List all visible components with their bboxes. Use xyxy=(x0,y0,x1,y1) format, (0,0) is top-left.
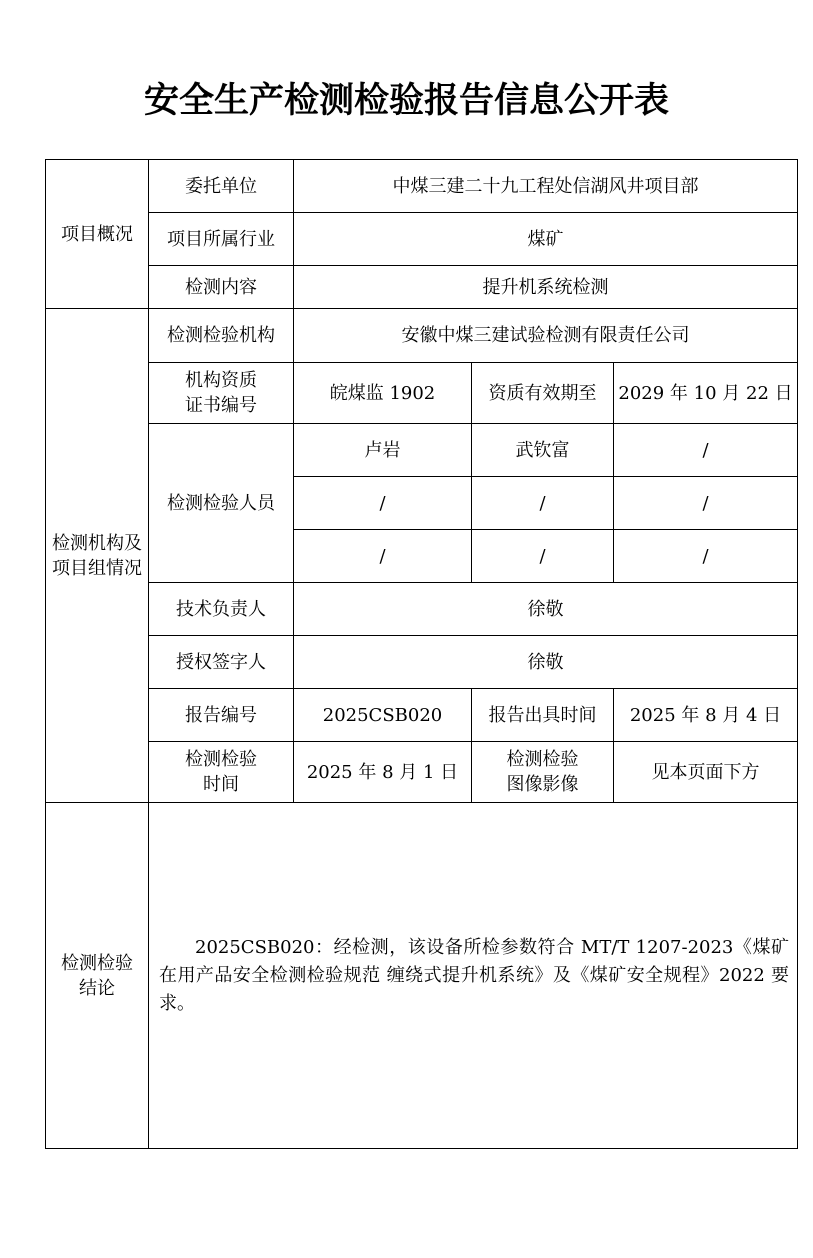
table-row xyxy=(46,363,798,424)
personnel-cell: / xyxy=(472,530,614,583)
info-table xyxy=(45,159,798,1149)
personnel-label: 检测检验人员 xyxy=(149,424,294,583)
table-row xyxy=(46,266,798,309)
institution-label: 检测检验机构 xyxy=(149,309,294,363)
table-row xyxy=(46,803,798,1149)
test-time-label: 检测检验时间 xyxy=(149,742,294,803)
client-value: 中煤三建二十九工程处信湖风井项目部 xyxy=(294,160,798,213)
section-conclusion-label: 检测检验结论 xyxy=(46,803,149,1149)
table-row xyxy=(46,742,798,803)
table-row xyxy=(46,309,798,363)
section-organization-label: 检测机构及项目组情况 xyxy=(46,309,149,803)
test-time-value: 2025 年 8 月 1 日 xyxy=(294,742,472,803)
report-no-label: 报告编号 xyxy=(149,689,294,742)
validity-label: 资质有效期至 xyxy=(472,363,614,424)
personnel-cell: / xyxy=(472,477,614,530)
personnel-cell: / xyxy=(614,530,798,583)
table-row xyxy=(46,160,798,213)
table-row xyxy=(46,689,798,742)
conclusion-cell xyxy=(149,803,798,1149)
personnel-cell: / xyxy=(294,477,472,530)
page-title: 安全生产检测检验报告信息公开表 xyxy=(143,81,669,121)
table-row xyxy=(46,583,798,636)
content-label: 检测内容 xyxy=(149,266,294,309)
report-no-value: 2025CSB020 xyxy=(294,689,472,742)
issue-date-label: 报告出具时间 xyxy=(472,689,614,742)
personnel-cell: / xyxy=(294,530,472,583)
issue-date-value: 2025 年 8 月 4 日 xyxy=(614,689,798,742)
personnel-cell: / xyxy=(614,477,798,530)
institution-value: 安徽中煤三建试验检测有限责任公司 xyxy=(294,309,798,363)
cert-label: 机构资质证书编号 xyxy=(149,363,294,424)
industry-label: 项目所属行业 xyxy=(149,213,294,266)
cert-value: 皖煤监 1902 xyxy=(294,363,472,424)
table-row xyxy=(46,424,798,477)
signatory-label: 授权签字人 xyxy=(149,636,294,689)
table-row xyxy=(46,636,798,689)
image-value: 见本页面下方 xyxy=(614,742,798,803)
validity-value: 2029 年 10 月 22 日 xyxy=(614,363,798,424)
table-row xyxy=(46,213,798,266)
personnel-cell: / xyxy=(614,424,798,477)
tech-lead-label: 技术负责人 xyxy=(149,583,294,636)
conclusion-text: 2025CSB020：经检测，该设备所检参数符合 MT/T 1207-2023《煤矿在用产品安全检测检验规范 缠绕式提升机系统》及《煤矿安全规程》2022 要求。 xyxy=(159,936,790,1014)
signatory-value: 徐敬 xyxy=(294,636,798,689)
image-label: 检测检验图像影像 xyxy=(472,742,614,803)
industry-value: 煤矿 xyxy=(294,213,798,266)
section-overview-label: 项目概况 xyxy=(46,160,149,309)
content-value: 提升机系统检测 xyxy=(294,266,798,309)
client-label: 委托单位 xyxy=(149,160,294,213)
personnel-cell: 卢岩 xyxy=(294,424,472,477)
tech-lead-value: 徐敬 xyxy=(294,583,798,636)
personnel-cell: 武钦富 xyxy=(472,424,614,477)
